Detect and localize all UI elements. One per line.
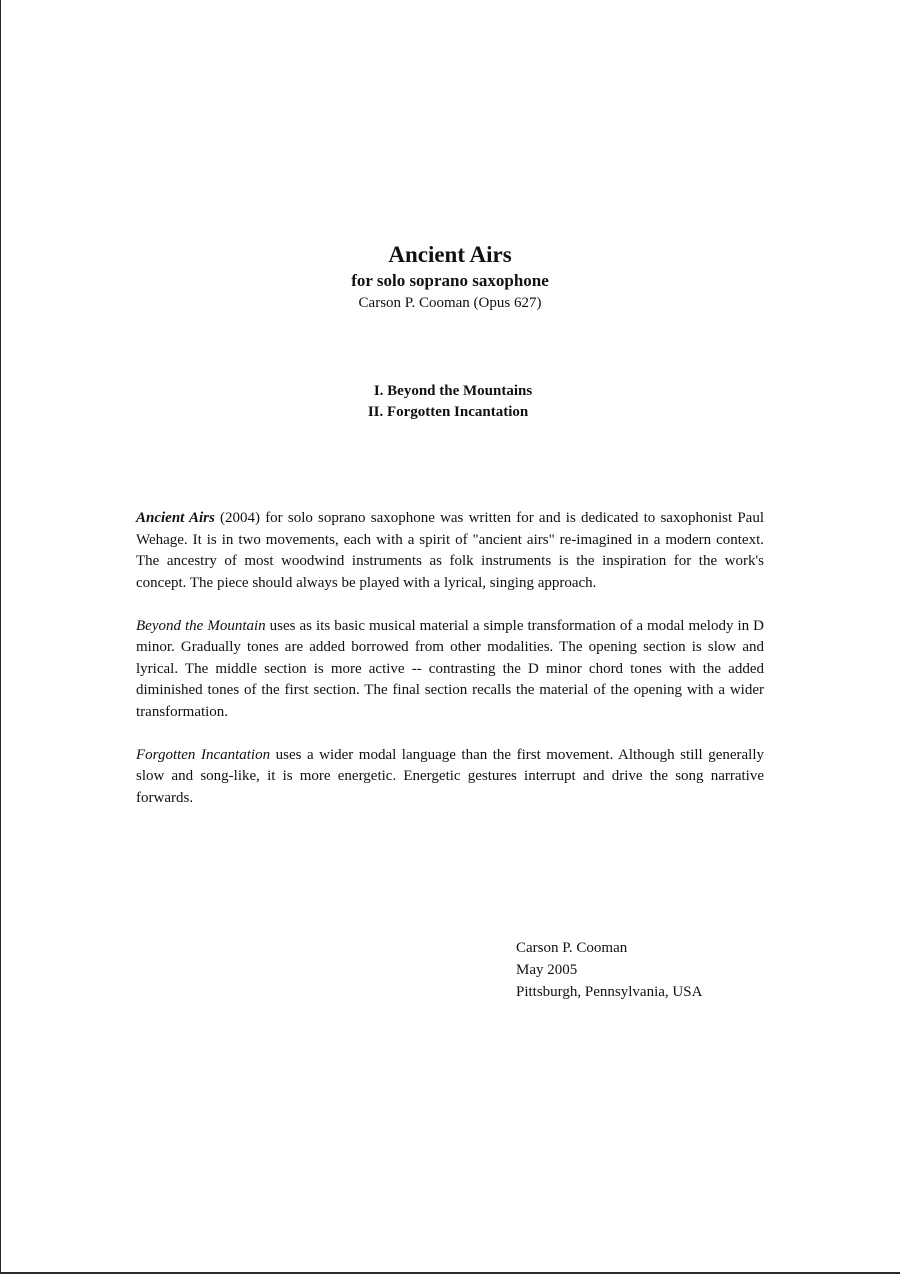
notes-paragraph-1-text: (2004) for solo soprano saxophone was written for and is dedicated to saxophonist Paul Wehage. It is in two movements, each with a spirit of "ancient airs" re-imagined in a modern context. The ancestry of most woodwind instruments as folk instruments is the inspiration for the work's concept. The piece should always be played with a lyrical, singing approach. [136, 510, 764, 591]
notes-paragraph-2-title: Beyond the Mountain [136, 617, 266, 634]
notes-paragraph-2 [136, 616, 764, 724]
page-title: Ancient Airs [388, 242, 512, 267]
page-border-left [0, 0, 1, 1274]
movement-item-2: II. Forgotten Incantation [367, 404, 529, 420]
movement-list [0, 381, 900, 423]
notes-paragraph-3 [136, 745, 764, 810]
notes-paragraph-3-title: Forgotten Incantation [136, 746, 271, 763]
movement-item-1: I. Beyond the Mountains [373, 383, 533, 399]
title-block [0, 240, 900, 313]
notes-paragraph-3-text: uses a wider modal language than the first movement. Although still generally slow and song-like, it is more energetic. Energetic gestures interrupt and drive the song narrative forwards. [136, 746, 765, 806]
notes-paragraph-1-title: Ancient Airs [136, 510, 215, 526]
notes-paragraph-1 [136, 508, 764, 594]
signature-date: May 2005 [516, 962, 578, 978]
composer-opus-line: Carson P. Cooman (Opus 627) [358, 295, 542, 311]
subtitle: for solo soprano saxophone [351, 271, 549, 290]
notes-paragraph-2-text: uses as its basic musical material a simple transformation of a modal melody in D minor. Gradually tones are added borrowed from other modalities. The opening section is slow and lyrical. The middle section is more active -- contrasting the D minor chord tones with the added diminished tones of the first section. The final section recalls the material of the opening with a wider transformation. [136, 617, 764, 720]
signature-place: Pittsburgh, Pennsylvania, USA [516, 984, 703, 1000]
program-notes [136, 508, 764, 831]
signature-block [516, 937, 702, 1003]
signature-name: Carson P. Cooman [516, 940, 628, 956]
